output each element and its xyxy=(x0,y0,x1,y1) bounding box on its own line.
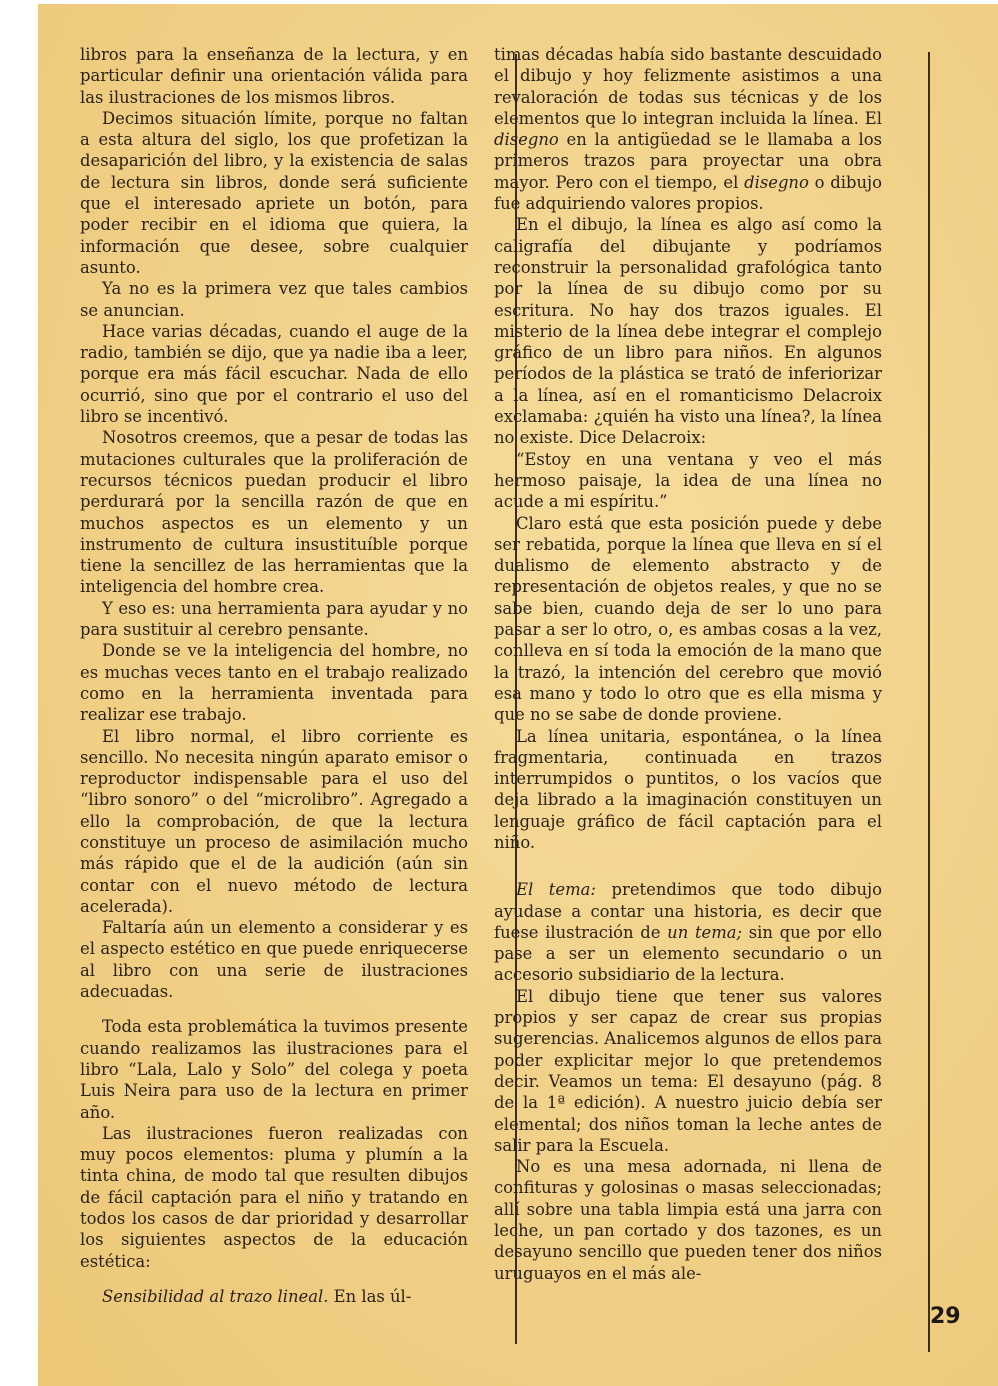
paragraph: No es una mesa adornada, ni llena de confituras y golosinas o masas seleccionadas; allí sobre una tabla limpia está una jarra con leche, un pan cortado y dos tazones, es un desayuno sencillo que pueden tener dos niños uruguayos en el más ale- xyxy=(494,1157,882,1283)
paragraph: El libro normal, el libro corriente es sencillo. No necesita ningún aparato emisor o reproductor indispensable para el uso del “libro sonoro” o del “microlibro”. Agregado a ello la comprobación, de que la lectura constituye un proceso de asimilación mucho más rápido que el de la audición (aún sin contar con el nuevo método de lectura acelerada). xyxy=(80,726,468,916)
paragraph: Hace varias décadas, cuando el auge de la radio, también se dijo, que ya nadie iba a leer, porque era más fácil escuchar. Nada de ello ocurrió, sino que por el contrario el uso del libro se incentivó. xyxy=(80,321,468,427)
text-span: o dibujo fue adquiriendo valores propios. xyxy=(494,172,882,214)
paragraph xyxy=(494,44,882,214)
paragraph: Ya no es la primera vez que tales cambios se anuncian. xyxy=(80,279,468,320)
right-column xyxy=(494,44,882,1284)
paragraph: La línea unitaria, espontánea, o la línea fragmentaria, continuada en trazos interrumpidos o puntitos, o los vacíos que deja librado a la imaginación constituyen un lenguaje gráfico de fácil captación para el niño. xyxy=(494,726,882,852)
paragraph: Y eso es: una herramienta para ayudar y no para sustituir al cerebro pensante. xyxy=(80,598,468,640)
paragraph-tema xyxy=(494,879,882,985)
paragraph: Nosotros creemos, que a pesar de todas las mutaciones culturales que la proliferación de recursos técnicos puedan producir el libro perdurará por la sencilla razón de que en muchos aspectos es un elemento y un instrumento de cultura insustituíble porque tiene la sencillez de las herramientas que la inteligencia del hombre crea. xyxy=(80,428,468,597)
paragraph-text: En las úl- xyxy=(328,1286,412,1306)
paragraph: Donde se ve la inteligencia del hombre, no es muchas veces tanto en el trabajo realizado como en la herramienta inventada para realizar ese trabajo. xyxy=(80,641,468,725)
paragraph: Faltaría aún un elemento a considerar y es el aspecto estético en que puede enriquecerse al libro con una serie de ilustraciones adecuadas. xyxy=(80,918,468,1002)
paragraph: Decimos situación límite, porque no faltan a esta altura del siglo, los que profetizan la desaparición del libro, y la existencia de salas de lectura sin libros, donde será suficiente que el interesado apriete un botón, para poder recibir en el idioma que quiera, la información que desee, sobre cualquier asunto. xyxy=(80,108,468,277)
italic-term: un tema; xyxy=(667,922,743,942)
italic-term: disegno xyxy=(494,130,559,150)
paragraph: Claro está que esta posición puede y debe ser rebatida, porque la línea que lleva en sí el dualismo de elemento abstracto y de representación de objetos reales, y que no se sabe bien, cuando deja de ser lo uno para pasar a ser lo otro, o, es ambas cosas a la vez, conlleva en sí toda la emoción de la mano que la trazó, la intención del cerebro que movió esa mano y todo lo otro que es ella misma y que no se sabe de donde proviene. xyxy=(494,513,882,725)
text-span: en la antigüedad se le llamaba a los primeros trazos para proyectar una obra mayor. Pero con el tiempo, el xyxy=(494,130,882,192)
text-span: pretendimos que todo dibujo ayudase a contar una historia, es decir que fuese ilustración de xyxy=(494,880,882,942)
left-column xyxy=(80,44,468,1307)
paragraph: libros para la enseñanza de la lectura, y en particular definir una orientación válida para las ilustraciones de los mismos libros. xyxy=(80,45,468,107)
margin-rule xyxy=(928,52,930,1352)
paragraph: Las ilustraciones fueron realizadas con muy pocos elementos: pluma y plumín a la tinta china, de modo tal que resulten dibujos de fácil captación para el niño y tratando en todos los casos de dar prioridad y desarrollar los siguientes aspectos de la educación estética: xyxy=(80,1123,468,1271)
paragraph: El dibujo tiene que tener sus valores propios y ser capaz de crear sus propias sugerencias. Analicemos algunos de ellos para poder explicitar mejor lo que pretendemos decir. Veamos un tema: El desayuno (pág. 8 de la 1ª edición). A nuestro juicio debía ser elemental; dos niños toman la leche antes de salir para la Escuela. xyxy=(494,986,882,1155)
heading-italic: Sensibilidad al trazo lineal. xyxy=(102,1286,329,1306)
heading-italic: El tema: xyxy=(516,880,596,900)
paragraph-sensibilidad xyxy=(80,1286,468,1307)
paragraph: Toda esta problemática la tuvimos presente cuando realizamos las ilustraciones para el libro “Lala, Lalo y Solo” del colega y poeta Luis Neira para uso de la lectura en primer año. xyxy=(80,1017,468,1122)
text-span: sin que por ello pase a ser un elemento secundario o un accesorio subsidiario de la lectura. xyxy=(494,922,882,985)
text-span: timas décadas había sido bastante descuidado el dibujo y hoy felizmente asistimos a una revaloración de todas sus técnicas y de los elementos que lo integran incluida la línea. El xyxy=(494,45,882,128)
page-number: 29 xyxy=(930,1304,961,1329)
italic-term: disegno xyxy=(744,172,809,192)
paragraph: En el dibujo, la línea es algo así como la caligrafía del dibujante y podríamos reconstruir la personalidad grafológica tanto por la línea de su dibujo como por su escritura. No hay dos trazos iguales. El misterio de la línea debe integrar el complejo gráfico de un libro para niños. En algunos períodos de la plástica se trató de inferiorizar a la línea, así en el romanticismo Delacroix exclamaba: ¿quién ha visto una línea?, la línea no existe. Dice Delacroix: xyxy=(494,215,882,448)
quote: “Estoy en una ventana y veo el más hermoso paisaje, la idea de una línea no acude a mi espíritu.” xyxy=(494,449,882,512)
